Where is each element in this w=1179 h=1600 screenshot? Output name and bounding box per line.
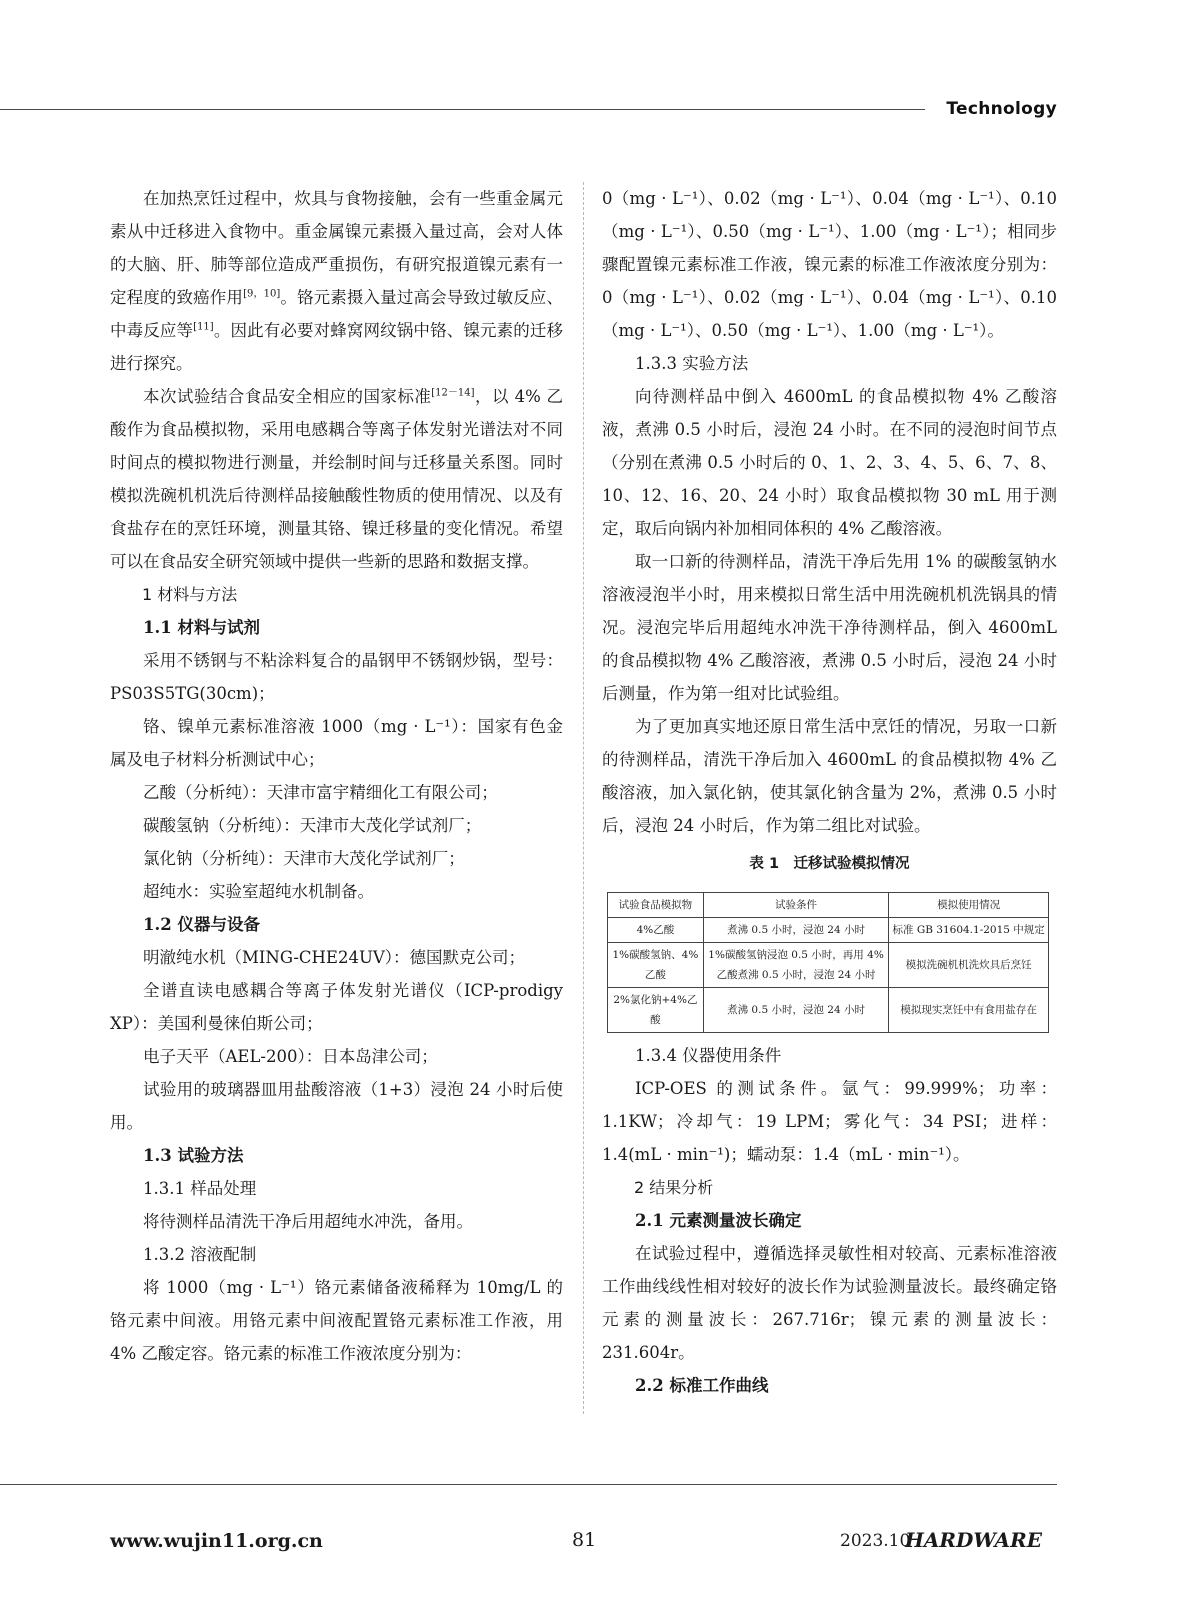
paragraph: 明澈纯水机（MING-CHE24UV）：德国默克公司； (143, 948, 526, 967)
table-cell: 标准 GB 31604.1-2015 中规定 (889, 918, 1049, 943)
table-header-cell: 试验条件 (703, 893, 889, 918)
citation-ref[interactable]: [12－14] (431, 387, 475, 399)
paragraph: 碳酸氢钠（分析纯）：天津市大茂化学试剂厂； (143, 816, 482, 835)
paragraph: 将 1000（mg · L⁻¹）铬元素储备液稀释为 10mg/L 的铬元素中间液。用铬元素中间液配置铬元素标准工作液，用 4% 乙酸定容。铬元素的标准工作液浓度分别为： (110, 1278, 563, 1363)
table-cell: 模拟现实烹饪中有食用盐存在 (889, 988, 1049, 1033)
paragraph: 氯化钠（分析纯）：天津市大茂化学试剂厂； (143, 849, 465, 868)
paragraph: 乙酸（分析纯）：天津市富宇精细化工有限公司； (143, 783, 498, 802)
subsubsection-heading: 1.3.2 溶液配制 (143, 1245, 257, 1264)
table-cell: 1%碳酸氢钠浸泡 0.5 小时，再用 4% 乙酸煮沸 0.5 小时，浸泡 24 小时 (703, 943, 889, 988)
paragraph: 在试验过程中，遵循选择灵敏性相对较高、元素标准溶液工作曲线线性相对较好的波长作为试验测量波长。最终确定铬元素的测量波长：267.716r；镍元素的测量波长：231.604r。 (602, 1244, 1057, 1362)
table-cell: 煮沸 0.5 小时，浸泡 24 小时 (703, 918, 889, 943)
paragraph: 取一口新的待测样品，清洗干净后先用 1% 的碳酸氢钠水溶液浸泡半小时，用来模拟日常生活中用洗碗机机洗锅具的情况。浸泡完毕后用超纯水冲洗干净待测样品，倒入 4600mL 的食品模拟物 4% 乙酸溶液，煮沸 0.5 小时后，浸泡 24 小时后测量，作为第一组对比试验组。 (602, 552, 1057, 703)
paragraph: 铬、镍单元素标准溶液 1000（mg · L⁻¹）：国家有色金属及电子材料分析测试中心； (110, 717, 563, 769)
footer-rule (0, 1484, 1057, 1485)
citation-ref[interactable]: [9，10] (243, 288, 281, 300)
header-section-label: Technology (946, 99, 1057, 119)
subsection-heading: 1.2 仪器与设备 (143, 915, 260, 934)
table-header-row (608, 893, 1049, 918)
issue-date: 2023.10 (840, 1531, 911, 1551)
table-cell: 模拟洗碗机机洗炊具后烹饪 (889, 943, 1049, 988)
table-cell: 4%乙酸 (608, 918, 704, 943)
paragraph: 电子天平（AEL-200）：日本岛津公司； (143, 1047, 438, 1066)
paragraph: 0（mg · L⁻¹）、0.02（mg · L⁻¹）、0.04（mg · L⁻¹）、0.10（mg · L⁻¹）、0.50（mg · L⁻¹）、1.00（mg · L⁻¹）；相同步骤配置镍元素标准工作液，镍元素的标准工作液浓度分别为：0（mg · L⁻¹）、0.02（mg · L⁻¹）、0.04（mg · L⁻¹）、0.10（mg · L⁻¹）、0.50（mg · L⁻¹）、1.00（mg · L⁻¹）。 (602, 189, 1057, 340)
migration-table (607, 892, 1049, 1033)
table-cell: 1%碳酸氢钠、4%乙酸 (608, 943, 704, 988)
paragraph: ICP-OES 的测试条件。氩气：99.999%；功率：1.1KW；冷却气：19 LPM；雾化气：34 PSI；进样：1.4(mL · min⁻¹)；蠕动泵：1.4（mL · min⁻¹）。 (602, 1079, 1057, 1164)
paragraph: 试验用的玻璃器皿用盐酸溶液（1+3）浸泡 24 小时后使用。 (110, 1080, 563, 1132)
table-row (608, 988, 1049, 1033)
table-cell: 2%氯化钠+4%乙酸 (608, 988, 704, 1033)
table-header-cell: 试验食品模拟物 (608, 893, 704, 918)
table-cell: 煮沸 0.5 小时，浸泡 24 小时 (703, 988, 889, 1033)
table-header-cell: 模拟使用情况 (889, 893, 1049, 918)
subsection-heading: 1.3 试验方法 (143, 1146, 244, 1165)
magazine-name: HARDWARE (905, 1528, 1042, 1552)
citation-ref[interactable]: [11] (193, 321, 214, 333)
column-divider (583, 182, 584, 1414)
subsection-heading: 2.1 元素测量波长确定 (635, 1211, 802, 1230)
paragraph: 超纯水：实验室超纯水机制备。 (143, 882, 374, 901)
paragraph: 在加热烹饪过程中，炊具与食物接触，会有一些重金属元素从中迁移进入食物中。重金属镍元素摄入量过高，会对人体的大脑、肝、肺等部位造成严重损伤，有研究报道镍元素有一定程度的致癌作用[9，10]。铬元素摄入量过高会导致过敏反应、中毒反应等[11]。因此有必要对蜂窝网纹锅中铬、镍元素的迁移进行探究。 (110, 189, 564, 373)
paragraph: 本次试验结合食品安全相应的国家标准[12－14]，以 4% 乙酸作为食品模拟物，采用电感耦合等离子体发射光谱法对不同时间点的模拟物进行测量，并绘制时间与迁移量关系图。同时模拟洗碗机机洗后待测样品接触酸性物质的使用情况、以及有食盐存在的烹饪环境，测量其铬、镍迁移量的变化情况。希望可以在食品安全研究领域中提供一些新的思路和数据支撑。 (110, 387, 563, 571)
paragraph: 全谱直读电感耦合等离子体发射光谱仪（ICP-prodigy XP）：美国利曼徕伯斯公司； (110, 981, 563, 1033)
subsection-heading: 1.1 材料与试剂 (143, 618, 260, 637)
page-number: 81 (572, 1529, 597, 1551)
subsubsection-heading: 1.3.3 实验方法 (635, 354, 749, 373)
table-row (608, 943, 1049, 988)
section-heading: 2 结果分析 (634, 1178, 714, 1197)
table-row (608, 918, 1049, 943)
left-column (110, 182, 563, 1370)
subsection-heading: 2.2 标准工作曲线 (635, 1376, 769, 1395)
subsubsection-heading: 1.3.4 仪器使用条件 (635, 1046, 782, 1065)
paragraph: 为了更加真实地还原日常生活中烹饪的情况，另取一口新的待测样品，清洗干净后加入 4600mL 的食品模拟物 4% 乙酸溶液，加入氯化钠，使其氯化钠含量为 2%，煮沸 0.5 小时后，浸泡 24 小时后，作为第二组比对试验。 (602, 717, 1057, 835)
table-caption: 表 1 迁移试验模拟情况 (749, 856, 910, 872)
paragraph: 将待测样品清洗干净后用超纯水冲洗，备用。 (143, 1212, 473, 1231)
paragraph: 采用不锈钢与不粘涂料复合的晶钢甲不锈钢炒锅，型号：PS03S5TG(30cm)； (110, 651, 563, 703)
section-heading: 1 材料与方法 (142, 585, 238, 604)
paragraph: 向待测样品中倒入 4600mL 的食品模拟物 4% 乙酸溶液，煮沸 0.5 小时后，浸泡 24 小时。在不同的浸泡时间节点（分别在煮沸 0.5 小时后的 0、1、2、3、4、5、6、7、8、10、12、16、20、24 小时）取食品模拟物 30 mL 用于测定，取后向锅内补加相同体积的 4% 乙酸溶液。 (602, 387, 1057, 538)
right-column (602, 182, 1057, 1402)
footer-website-link[interactable]: www.wujin11.org.cn (110, 1530, 323, 1552)
subsubsection-heading: 1.3.1 样品处理 (143, 1179, 257, 1198)
header-rule (0, 109, 925, 110)
